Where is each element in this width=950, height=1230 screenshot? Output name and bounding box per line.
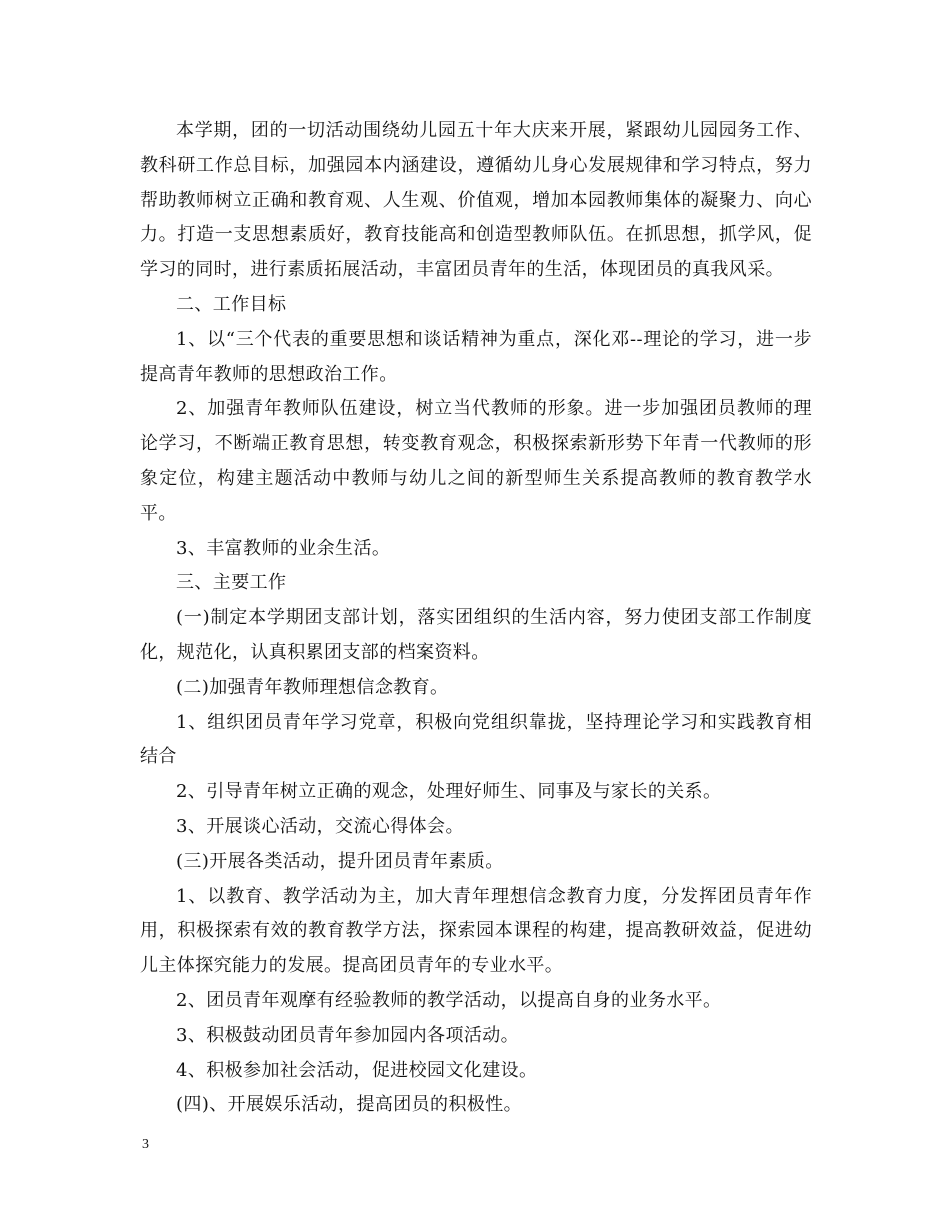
paragraph: 本学期，团的一切活动围绕幼儿园五十年大庆来开展，紧跟幼儿园园务工作、教科研工作总目标，加强园本内涵建设，遵循幼儿身心发展规律和学习特点，努力帮助教师树立正确和教育观、人生观、价值观，增加本园教师集体的凝聚力、向心力。打造一支思想素质好，教育技能高和创造型教师队伍。在抓思想，抓学风，促学习的同时，进行素质拓展活动，丰富团员青年的生活，体现团员的真我风采。 — [140, 120, 812, 281]
subsection-heading: (四)、开展娱乐活动，提高团员的积极性。 — [176, 1094, 523, 1116]
section-heading-goals: 二、工作目标 — [176, 293, 287, 315]
paragraph: 1、组织团员青年学习党章，积极向党组织靠拢，坚持理论学习和实践教育相结合 — [140, 711, 812, 768]
document-body — [140, 114, 812, 1123]
paragraph: 3、积极鼓动团员青年参加园内各项活动。 — [176, 1024, 520, 1046]
subsection-heading: (三)开展各类活动，提升团员青年素质。 — [176, 850, 504, 872]
paragraph: 3、丰富教师的业余生活。 — [176, 537, 391, 559]
paragraph: 4、积极参加社会活动，促进校园文化建设。 — [176, 1059, 538, 1081]
paragraph: 2、引导青年树立正确的观念，处理好师生、同事及与家长的关系。 — [176, 781, 722, 803]
paragraph: 1、以“三个代表的重要思想和谈话精神为重点，深化邓--理论的学习，进一步提高青年教师的思想政治工作。 — [140, 328, 812, 385]
paragraph: 1、以教育、教学活动为主，加大青年理想信念教育力度，分发挥团员青年作用，积极探索有效的教育教学方法，探索园本课程的构建，提高教研效益，促进幼儿主体探究能力的发展。提高团员青年的专业水平。 — [140, 885, 812, 977]
paragraph: (一)制定本学期团支部计划，落实团组织的生活内容，努力使团支部工作制度化，规范化，认真积累团支部的档案资料。 — [140, 607, 812, 663]
subsection-heading: (二)加强青年教师理想信念教育。 — [176, 676, 449, 698]
paragraph: 2、加强青年教师队伍建设，树立当代教师的形象。进一步加强团员教师的理论学习，不断端正教育思想，转变教育观念，积极探索新形势下年青一代教师的形象定位，构建主题活动中教师与幼儿之间的新型师生关系提高教师的教育教学水平。 — [140, 398, 812, 524]
section-heading-main-work: 三、主要工作 — [176, 572, 287, 594]
page-number: 3 — [142, 1137, 149, 1152]
paragraph: 3、开展谈心活动，交流心得体会。 — [176, 815, 464, 837]
paragraph: 2、团员青年观摩有经验教师的教学活动，以提高自身的业务水平。 — [176, 989, 722, 1011]
